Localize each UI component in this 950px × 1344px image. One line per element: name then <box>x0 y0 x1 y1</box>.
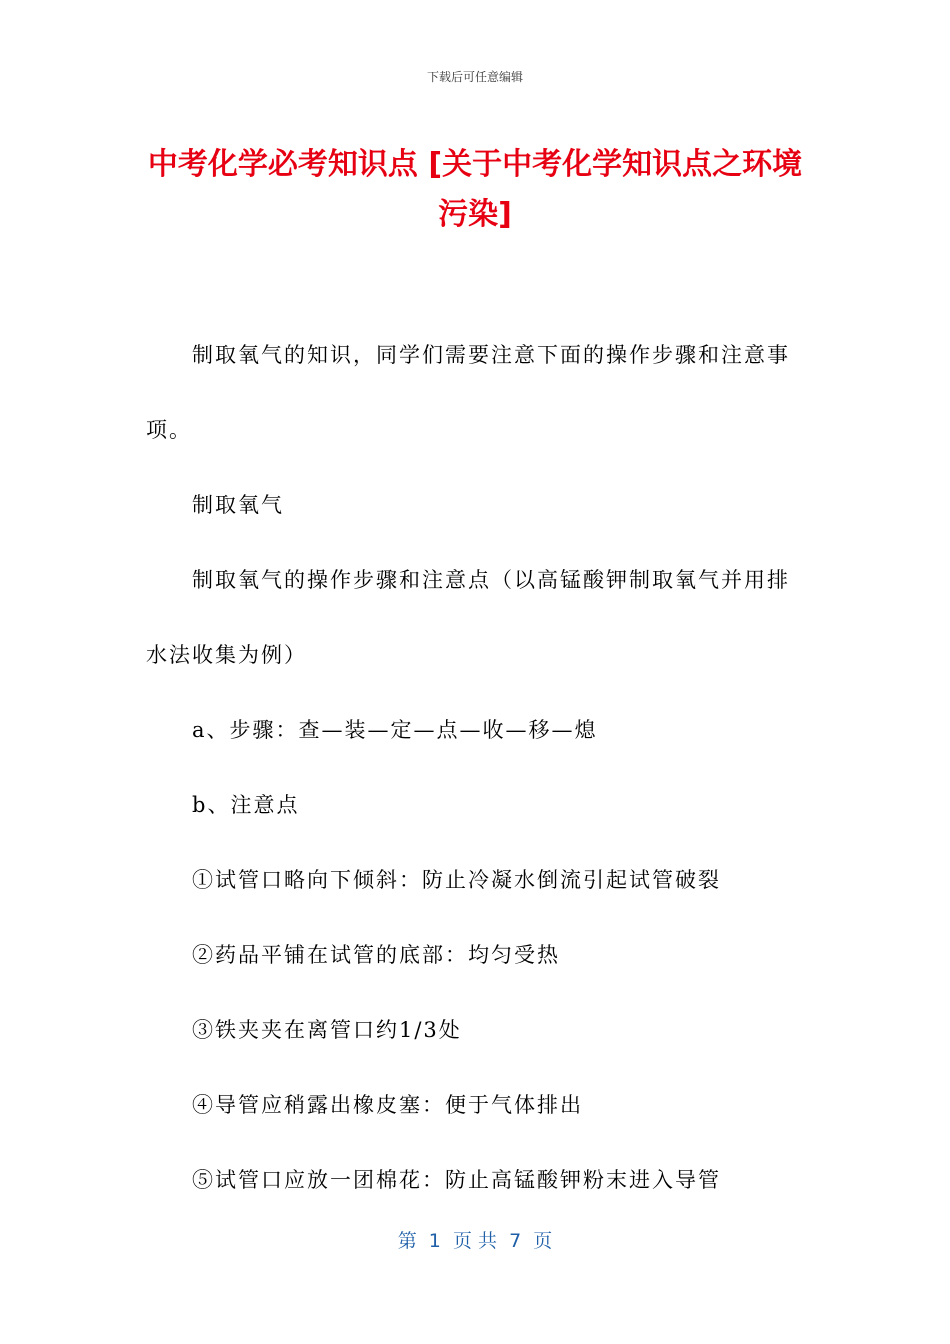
document-title: 中考化学必考知识点 [关于中考化学知识点之环境污染] <box>147 147 803 232</box>
document-body <box>146 318 806 1218</box>
list-item: ②药品平铺在试管的底部：均匀受热 <box>192 943 560 967</box>
header-note: 下载后可任意编辑 <box>426 70 523 84</box>
paragraph: 制取氧气 <box>192 493 284 517</box>
paragraph: 制取氧气的操作步骤和注意点（以高锰酸钾制取氧气并用排水法收集为例） <box>146 568 790 667</box>
page-number-footer: 第 1 页 共 7 页 <box>397 1230 553 1252</box>
paragraph: 制取氧气的知识，同学们需要注意下面的操作步骤和注意事项。 <box>146 343 790 442</box>
paragraph: b、注意点 <box>192 793 300 817</box>
paragraph: a、步骤：查—装—定—点—收—移—熄 <box>192 718 598 742</box>
list-item: ③铁夹夹在离管口约1/3处 <box>192 1018 462 1042</box>
list-item: ④导管应稍露出橡皮塞：便于气体排出 <box>192 1093 583 1117</box>
list-item: ⑤试管口应放一团棉花：防止高锰酸钾粉末进入导管 <box>192 1168 721 1192</box>
list-item: ①试管口略向下倾斜：防止冷凝水倒流引起试管破裂 <box>192 868 721 892</box>
